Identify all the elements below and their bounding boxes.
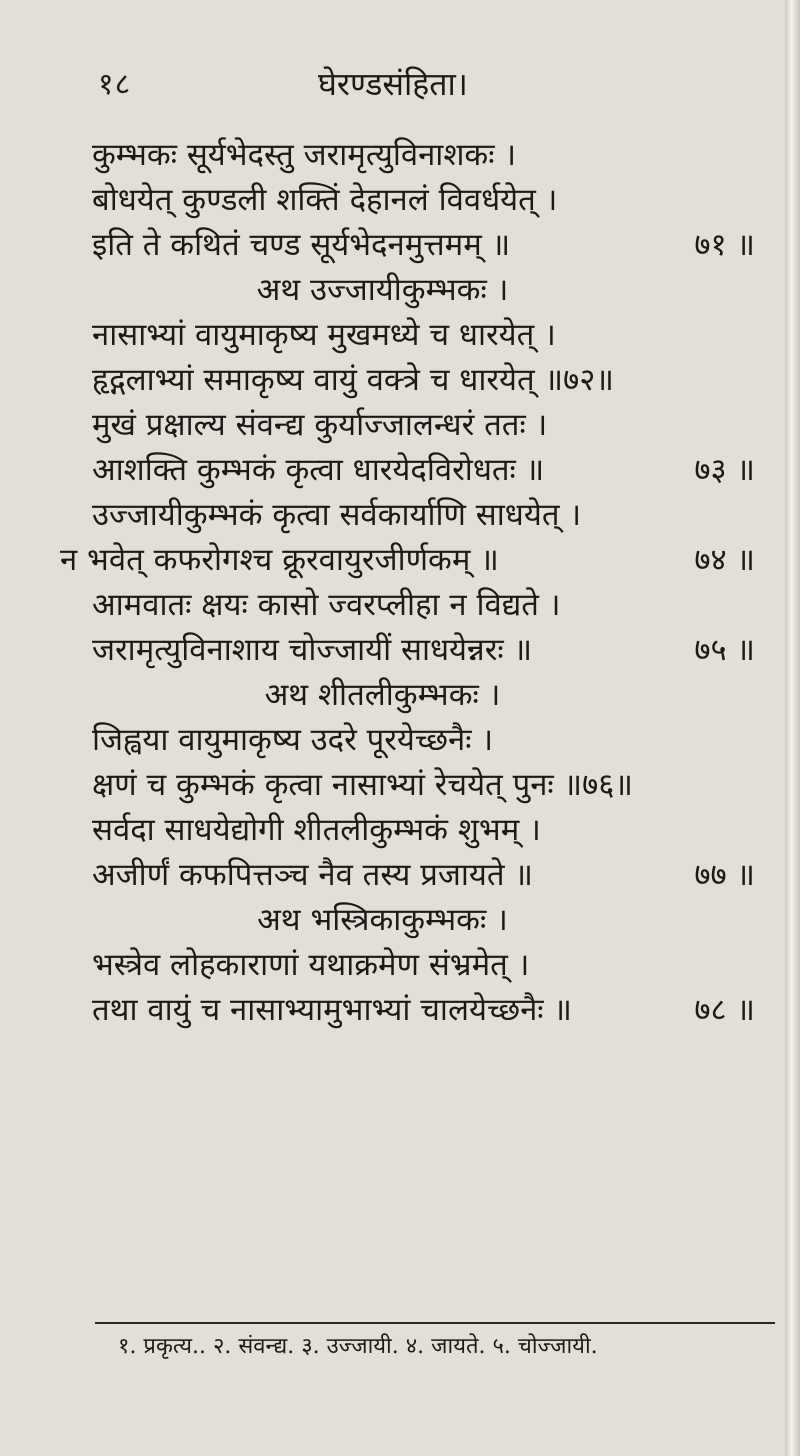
section-heading: अथ भस्त्रिकाकुम्भकः । (257, 902, 508, 938)
running-title: घेरण्डसंहिता। (318, 65, 468, 103)
section-heading: अथ उज्जायीकुम्भकः । (256, 272, 509, 308)
page-header (0, 62, 785, 112)
verse-line: इति ते कथितं चण्ड सूर्यभेदनमुत्तमम् ॥ ७१ ॥ (0, 223, 785, 268)
footnote-rule (95, 1322, 775, 1324)
verse-line: बोधयेत् कुण्डली शक्तिं देहानलं विवर्धयेत् । (92, 182, 558, 218)
page-number: १८ (98, 67, 132, 102)
verse-number: ७३ ॥ (694, 452, 755, 488)
verse-line: मुखं प्रक्षाल्य संवन्द्य कुर्याज्जालन्धरं ततः । (92, 407, 548, 443)
verse-line: आमवातः क्षयः कासो ज्वरप्लीहा न विद्यते । (92, 587, 561, 623)
verse-line: भस्त्रेव लोहकाराणां यथाक्रमेण संभ्रमेत् । (92, 947, 530, 983)
verse-line: आशक्ति कुम्भकं कृत्वा धारयेदविरोधतः ॥ ७३ ॥ (0, 448, 785, 493)
verse-line: जिह्वया वायुमाकृष्य उदरे पूरयेच्छनैः । (92, 722, 494, 758)
verse-body (0, 133, 785, 1033)
verse-line: सर्वदा साधयेद्योगी शीतलीकुम्भकं शुभम् । (92, 812, 541, 848)
verse-line: जरामृत्युविनाशाय चोज्जायीं साधयेन्नरः ॥ ७५ ॥ (0, 628, 785, 673)
verse-number: ७१ ॥ (694, 227, 755, 263)
verse-line: हृद्गलाभ्यां समाकृष्य वायुं वक्त्रे च धारयेत् ॥७२॥ (92, 362, 614, 398)
verse-line: उज्जायीकुम्भकं कृत्वा सर्वकार्याणि साधयेत् । (92, 497, 582, 533)
verse-line: न भवेत् कफरोगश्च क्रूरवायुरजीर्णकम् ॥ ७४ ॥ (0, 538, 785, 583)
verse-number: ७५ ॥ (694, 632, 755, 668)
verse-number: ७४ ॥ (694, 542, 755, 578)
verse-line: कुम्भकः सूर्यभेदस्तु जरामृत्युविनाशकः । (92, 137, 517, 173)
section-heading: अथ शीतलीकुम्भकः । (264, 677, 501, 713)
verse-line: नासाभ्यां वायुमाकृष्य मुखमध्ये च धारयेत् । (92, 317, 556, 353)
verse-line: तथा वायुं च नासाभ्यामुभाभ्यां चालयेच्छनैः ॥ ७८ ॥ (0, 988, 785, 1033)
page-edge (785, 0, 800, 1456)
footnotes: १. प्रकृत्य.. २. संवन्द्य. ३. उज्जायी. ४. जायते. ५. चोज्जायी. (118, 1334, 598, 1359)
verse-line: अजीर्णं कफपित्तञ्च नैव तस्य प्रजायते ॥ ७७ ॥ (0, 853, 785, 898)
verse-line: क्षणं च कुम्भकं कृत्वा नासाभ्यां रेचयेत् पुनः ॥७६॥ (92, 767, 633, 803)
verse-number: ७७ ॥ (694, 857, 755, 893)
verse-number: ७८ ॥ (694, 992, 755, 1028)
